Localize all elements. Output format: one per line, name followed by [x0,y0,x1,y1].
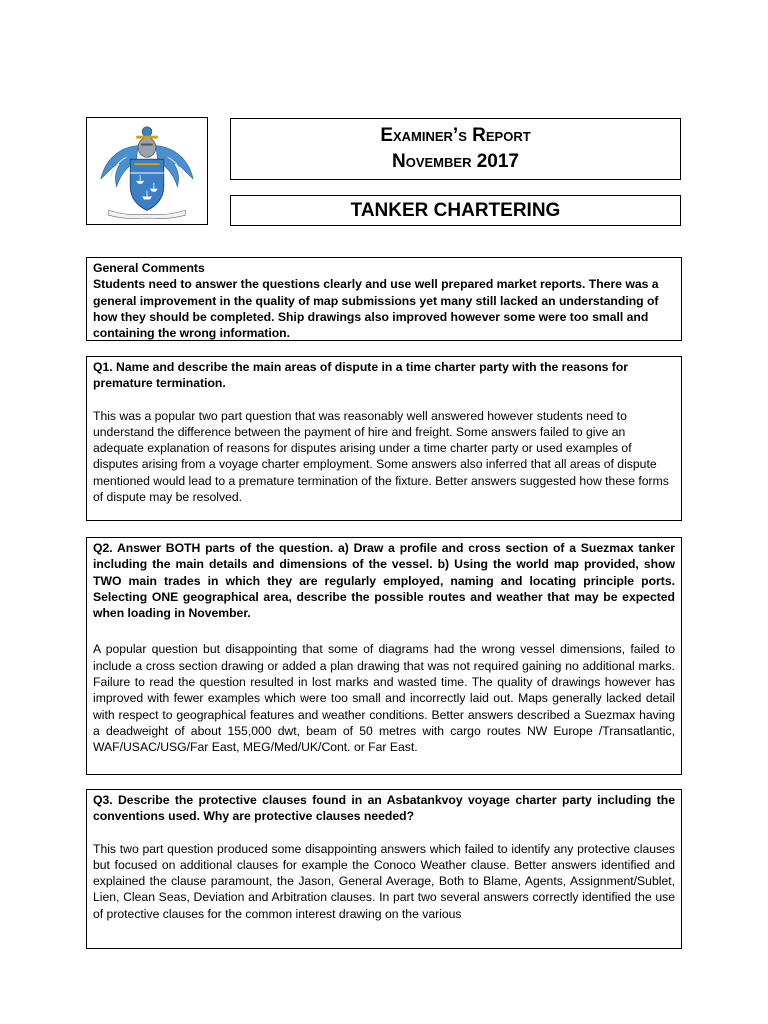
question-3-text: Q3. Describe the protective clauses found in an Asbatankvoy voyage charter party including the conventions used. Why are protective clauses needed? [93,793,675,824]
question-2-section [86,537,682,775]
question-1-section [86,356,682,521]
report-date: November 2017 [392,151,519,172]
institute-crest [86,117,208,225]
report-title: Examiner’s Report [380,125,531,146]
general-comments-body: Students need to answer the questions clearly and use well prepared market reports. There was a general improvement in the quality of map submissions yet many still lacked an understanding of how they should be completed. Ship drawings also improved however some were too small and containing the wrong information. [93,277,659,341]
coat-of-arms-icon [87,118,207,224]
question-3-section [86,789,682,949]
question-2-feedback: A popular question but disappointing that some of diagrams had the wrong vessel dimensions, failed to include a cross section drawing or added a plan drawing that was not required gaining no additional marks. Failure to read the question resulted in lost marks and wasted time. The quality of drawings however has improved with fewer examples which were too small and incorrectly laid out. Maps generally lacked detail with respect to geographical features and weather conditions. Better answers described a Suezmax having a deadweight of about 155,000 dwt, beam of 50 metres with cargo routes NW Europe /Transatlantic, WAF/USAC/USG/Far East, MEG/Med/UK/Cont. or Far East. [93,642,675,755]
subject-title: TANKER CHARTERING [230,195,681,226]
question-1-text: Q1. Name and describe the main areas of dispute in a time charter party with the reasons for premature termination. [93,360,629,391]
general-comments-heading: General Comments [93,261,205,275]
question-3-feedback: This two part question produced some disappointing answers which failed to identify any protective clauses but focused on additional clauses for example the Conoco Weather clause. Better answers identified and explained the clause paramount, the Jason, General Average, Both to Blame, Agents, Assignment/Sublet, Lien, Clean Seas, Deviation and Arbitration clauses. In part two several answers correctly identified the use of protective clauses for the common interest drawing on the various [93,841,675,921]
question-2-text: Q2. Answer BOTH parts of the question. a) Draw a profile and cross section of a Suezmax tanker including the main details and dimensions of the vessel. b) Using the world map provided, show TWO main trades in which they are regularly employed, naming and locating principle ports. Selecting ONE geographical area, describe the possible routes and weather that may be expected when loading in November. [93,541,675,621]
report-title-box [230,118,681,180]
question-1-feedback: This was a popular two part question that was reasonably well answered however students need to understand the difference between the payment of hire and freight. Some answers failed to give an adequate explanation of reasons for disputes arising under a time charter party or used examples of disputes arising from a voyage charter employment. Some answers also inferred that all areas of dispute mentioned would lead to a premature termination of the fixture. Better answers suggested how these forms of dispute may be resolved. [93,408,669,505]
general-comments-section [86,257,682,341]
